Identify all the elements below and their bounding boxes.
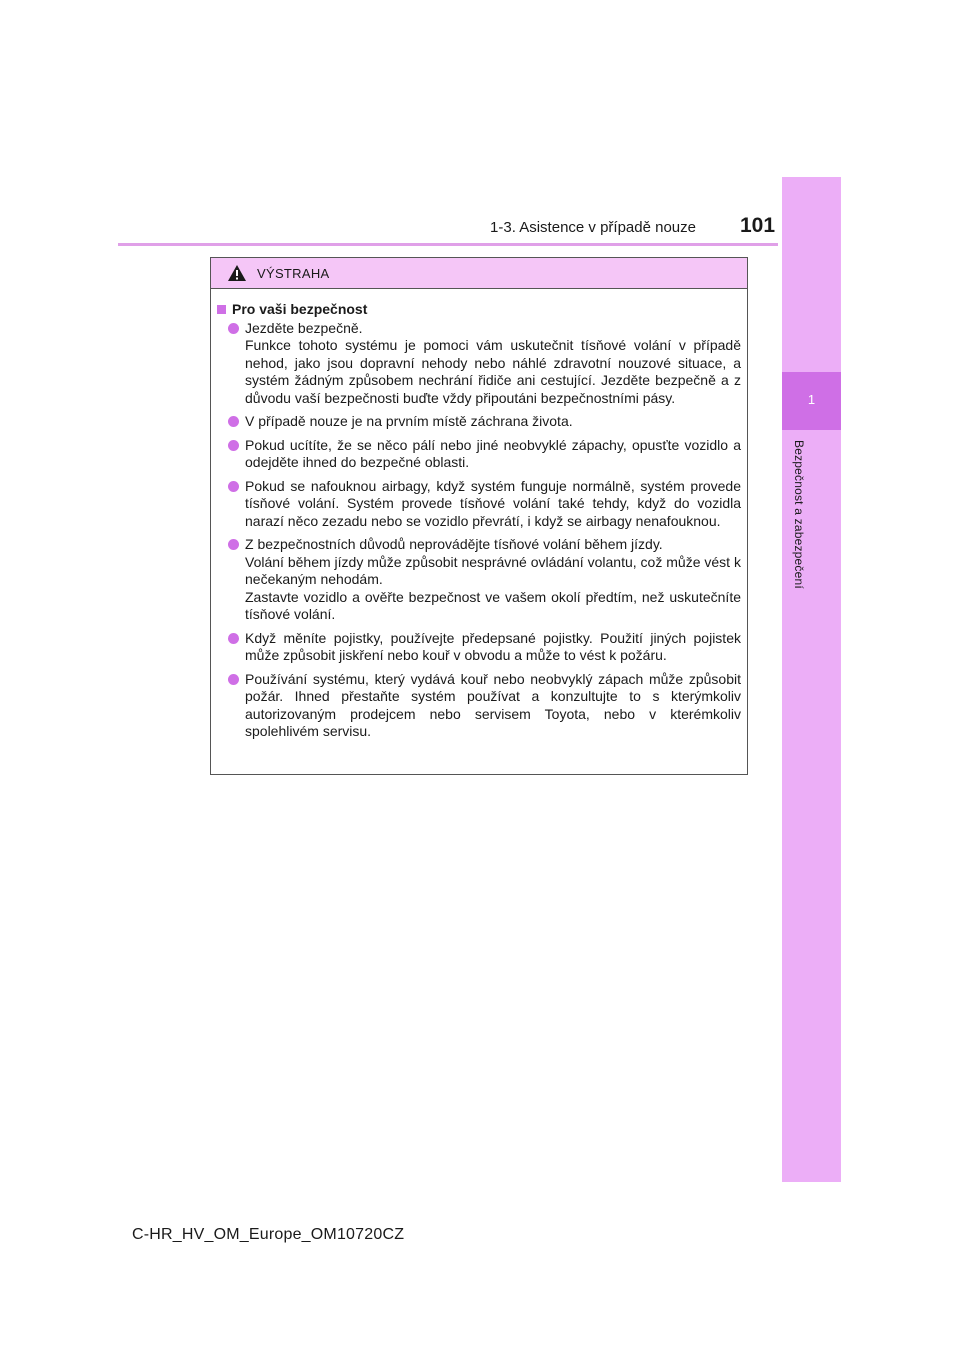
- list-item-text: [245, 671, 741, 741]
- list-item: [228, 437, 741, 472]
- circle-bullet-icon: [228, 674, 239, 685]
- list-item-text: [245, 630, 741, 665]
- list-item-text: [245, 478, 741, 531]
- paragraph-line: Z bezpečnostních důvodů neprovádějte tísňové volání během jízdy.: [245, 536, 663, 552]
- paragraph-line: Používání systému, který vydává kouř nebo neobvyklý zápach může způsobit požár. Ihned přestaňte systém používat a konzultujte to s kterýmkoliv autorizovaným prodejcem nebo servisem Toyota, nebo v kterémkoliv spolehlivém servisu.: [245, 670, 741, 739]
- paragraph-line: V případě nouze je na prvním místě záchrana života.: [245, 413, 573, 429]
- list-item-text: [245, 413, 573, 431]
- list-item: [228, 413, 741, 431]
- list-item-text: [245, 320, 741, 408]
- paragraph-line: Jezděte bezpečně.: [245, 319, 363, 336]
- list-item: [228, 320, 741, 408]
- chapter-side-tab: [782, 177, 841, 1182]
- list-item: [228, 536, 741, 624]
- paragraph-line: Pokud se nafouknou airbagy, když systém funguje normálně, systém provede tísňové volání. Systém provede tísňové volání také tehdy, když do vozidla narazí něco zezadu nebo se vozidlo převrátí, i když se airbagy nenafouknou.: [245, 477, 741, 529]
- list-item-text: [245, 536, 741, 624]
- page-number: 101: [740, 214, 776, 237]
- circle-bullet-icon: [228, 440, 239, 451]
- section-heading: [217, 301, 741, 319]
- bullet-list: [217, 320, 741, 741]
- circle-bullet-icon: [228, 323, 239, 334]
- section-title: 1-3. Asistence v případě nouze: [490, 219, 696, 236]
- circle-bullet-icon: [228, 416, 239, 427]
- paragraph-line: Zastavte vozidlo a ověřte bezpečnost ve vašem okolí předtím, než uskutečníte tísňové volání.: [245, 588, 741, 622]
- document-code: C-HR_HV_OM_Europe_OM10720CZ: [132, 1226, 405, 1243]
- list-item-text: [245, 437, 741, 472]
- list-item: [228, 630, 741, 665]
- chapter-title: Bezpečnost a zabezpečení: [792, 440, 806, 589]
- warning-box: [210, 257, 748, 775]
- paragraph-line: Když měníte pojistky, používejte předepsané pojistky. Použití jiných pojistek může způsobit jiskření nebo kouř v obvodu a může to vést k požáru.: [245, 629, 741, 663]
- chapter-number: 1: [807, 392, 816, 407]
- circle-bullet-icon: [228, 539, 239, 550]
- paragraph-line: Volání během jízdy může způsobit nesprávné ovládání volantu, což může vést k nečekaným nehodám.: [245, 553, 741, 587]
- header-rule: [118, 243, 778, 246]
- paragraph-line: Pokud ucítíte, že se něco pálí nebo jiné neobvyklé zápachy, opusťte vozidlo a odejděte ihned do bezpečné oblasti.: [245, 436, 741, 470]
- square-bullet-icon: [217, 305, 226, 314]
- list-item: [228, 478, 741, 531]
- paragraph-line: Funkce tohoto systému je pomoci vám uskutečnit tísňové volání v případě nehod, jako jsou dopravní nehody nebo náhlé zdravotní nouzové situace, a systém žádným způsobem nechrání řidiče ani cestující. Jezděte bezpečně a z důvodu vaší bezpečnosti buďte vždy připoutáni bezpečnostními pásy.: [245, 337, 741, 406]
- section-heading-text: Pro vaši bezpečnost: [232, 301, 368, 317]
- list-item: [228, 671, 741, 741]
- warning-triangle-icon: [227, 264, 247, 282]
- warning-header: [211, 258, 747, 289]
- circle-bullet-icon: [228, 481, 239, 492]
- warning-body: [211, 289, 747, 741]
- circle-bullet-icon: [228, 633, 239, 644]
- warning-label: VÝSTRAHA: [257, 265, 330, 281]
